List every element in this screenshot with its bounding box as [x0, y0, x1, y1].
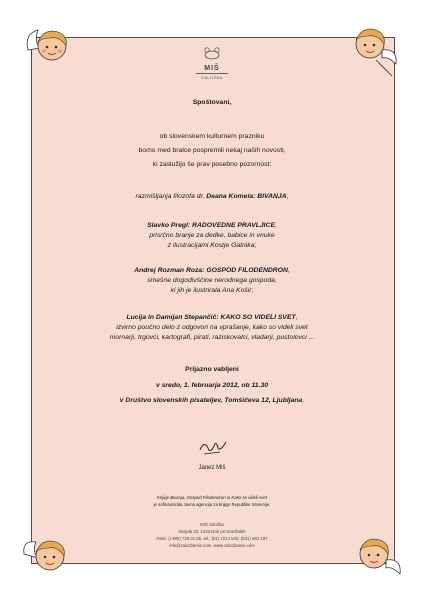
signature-icon [196, 436, 230, 458]
event-when: v sredo, 1. februarja 2012, ob 11.30 [155, 382, 269, 389]
book-svet-desc-1: izvirno poučno delo z odgovori na vprašanje, kako so videli svet [116, 324, 308, 331]
invite-heading: Prijazno vabljeni [185, 366, 239, 373]
book-bivanja-prefix: razmišljanja filozofa dr. [135, 193, 207, 200]
book-svet-suffix: , [295, 314, 298, 321]
logo-divider [196, 73, 228, 74]
book-svet-title: Lucija in Damijan Stepančič: KAKO SO VIDELI SVET [126, 314, 296, 321]
logo-name: MIŠ [204, 65, 220, 72]
funding-title3: Kako so videli svet [231, 495, 267, 500]
book-pravljice-title: Slavko Pregl: RADOVEDNE PRAVLJICE [147, 222, 276, 229]
event-where-text: v Društvo slovenskih pisateljev, Tomšičeva 12, Ljubljana [119, 397, 303, 404]
angel-top-left-icon [24, 20, 74, 70]
book-bivanja-title: Deana Komela: BIVANJA [206, 193, 287, 200]
mouse-logo-icon [202, 46, 222, 60]
funding-line-2: je sofinancirala Javna agencija za knjigo Republike Slovenije. [153, 502, 271, 507]
angel-top-right-icon [346, 20, 402, 80]
book-pravljice-suffix: , [275, 222, 277, 229]
footer-phone: Faks: (+386) 729 31 65, tel.: (01) 7214 540, (041) 684 187 [156, 536, 268, 541]
logo-subtitle: ZALOŽBA [201, 75, 223, 80]
footer-contact[interactable]: info@zalozbamis.com, www.zalozbamis.com [169, 543, 255, 548]
book-filodendron [31, 266, 393, 275]
footer-publisher: MIŠ založba [200, 522, 224, 527]
intro-line-1: ob slovenskem kulturnem prazniku [159, 133, 265, 140]
book-filodendron-suffix: , [287, 267, 290, 274]
signature-name: Janez Miš [198, 465, 226, 471]
book-filodendron-desc-1: smešne dogodivščine nerodnega gospoda, [147, 277, 277, 284]
book-pravljice-desc-2: z ilustracijami Kostje Gatnika; [167, 242, 257, 249]
book-kako-so-videli-svet [31, 313, 393, 322]
book-filodendron-title: Andrej Rozman Roza: GOSPOD FILODENDRON [134, 267, 288, 274]
event-where-end: . [302, 397, 305, 404]
book-filodendron-desc-2: ki jih je ilustrirala Ana Košir; [170, 287, 254, 294]
intro-line-2: bomo med bralce pospremili nekaj naših novosti, [138, 147, 286, 154]
footer-address: Gerjula 33, 1233 Dob pri Domžalah [178, 529, 246, 534]
intro-line-3: ki zaslužijo še prav posebno pozornost: [152, 161, 272, 168]
book-bivanja-suffix: ; [286, 193, 289, 200]
funding-line-1 [31, 495, 393, 501]
funding-titles: Bivanja, Gospod Filodendron [170, 495, 226, 500]
book-svet-desc-2: mornarji, trgovci, kartografi, pirati, raziskovalci, vladarji, pustolovci ... [109, 334, 315, 341]
greeting: Spoštovani, [192, 99, 232, 106]
book-pravljice [31, 221, 393, 230]
invitation-card [31, 37, 395, 564]
funding-mid: in [225, 495, 232, 500]
publisher-logo [192, 46, 232, 80]
funding-prefix: Knjige [157, 495, 171, 500]
event-where [31, 396, 393, 405]
book-bivanja [31, 192, 393, 201]
book-pravljice-desc-1: prisrčno branje za dedke, babice in vnuke [149, 232, 275, 239]
